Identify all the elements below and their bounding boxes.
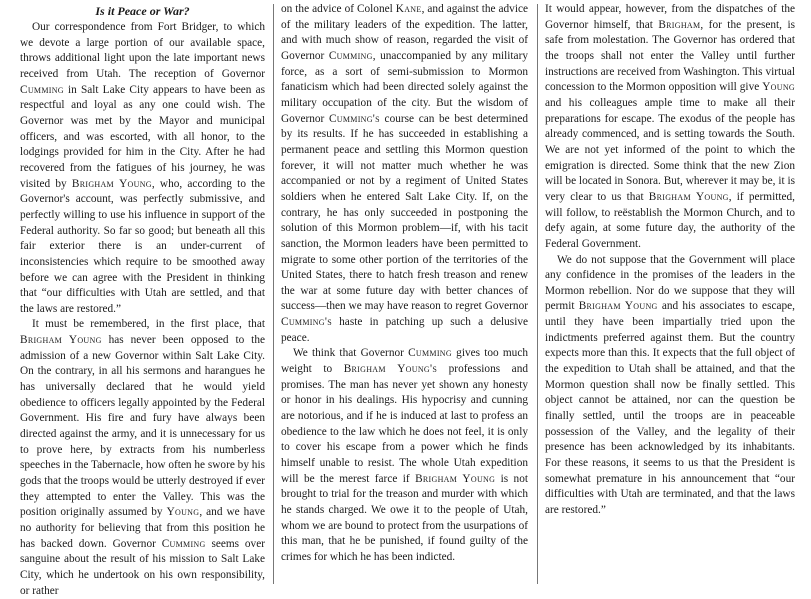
column-1-body (20, 20, 265, 599)
text-run: and his colleagues ample time to make all their preparations for escape. The exodus of the people has already commenced, and is setting towards the South. We are not yet informed of the point to which the emigration is directed. Some think that the new Zion will be located in Sonora. But, wherever it may be, it is very clear to us that (545, 96, 795, 203)
text-run: , if permitted, will follow, to reëstablish the Mormon Church, and to defy again, at some future day, the authority of the Federal Government. (545, 190, 795, 250)
text-run: It must be remembered, in the first place, that (32, 318, 265, 331)
name-smallcaps: Brigham (658, 18, 701, 31)
paragraph (281, 2, 528, 346)
paragraph (281, 346, 528, 565)
text-run: , who, according to the Governor's account, was perfectly submissive, and perfectly willing to use his influence in support of the Federal authority. So far so good; but beneath all this fair exterior there is an under-current of inconsistencies which require to be smoothed away before we can agree with the President in thinking that “our difficulties with Utah are settled, and that the laws are restored.” (20, 177, 266, 315)
text-run: Our correspondence from Fort Bridger, to which we devote a large portion of our available space, throws additional light upon the late important news received from Utah. The reception of Governor (20, 21, 265, 80)
paragraph (545, 253, 795, 519)
name-smallcaps: Brigham Young (20, 334, 102, 347)
name-smallcaps: Brigham Young's (343, 363, 438, 376)
paragraph (545, 2, 795, 253)
name-smallcaps: Kane (395, 3, 422, 15)
column-1 (20, 2, 265, 599)
name-smallcaps: Brigham Young (648, 190, 729, 203)
text-run: We think that Governor (293, 347, 409, 360)
text-run: in Salt Lake City appears to have been as respectful and loyal as any one could wish. The Governor was met by the Mayor and municipal officers, and was escorted, with all honor, to the lodgings provided for him in the City. After he had recovered from the fatigues of his journey, he was visited by (20, 83, 265, 190)
text-run: , and against the advice of the military leaders of the expedition. The latter, and with much show of reason, regarded the visit of Governor (281, 3, 528, 62)
text-run: and his associates to escape, until they have been impartially tried upon the indictments preferred against them. But the country expects more than this. It expects that the full object of the expedition to Utah shall be attained, and that the Mormon question shall now be finally settled. This object cannot be attained, nor can the question be finally settled, until the troops are in peaceable possession of the Valley, and the legality of their presence has been acknowledged by its inhabitants. For these reasons, it seems to us that the President is somewhat premature in his announcement that “our difficulties with Utah are terminated, and that the laws are restored.” (545, 300, 795, 516)
name-smallcaps: Young (166, 506, 200, 519)
name-smallcaps: Brigham Young (71, 177, 152, 190)
text-run: , and we have no authority for believing that from this position he has backed down. Governor (20, 506, 265, 550)
paragraph (20, 317, 265, 599)
text-run: on the advice of Colonel (281, 3, 396, 15)
text-run: gives too much weight to (281, 347, 528, 376)
name-smallcaps: Cumming (20, 83, 64, 96)
text-run: , unaccompanied by any military force, as a sort of semi-submission to Mormon fanaticism which had been directed solely against the military occupation of the city. But the wisdom of Governor (281, 49, 528, 125)
text-run: haste in patching up such a delusive peace. (281, 316, 528, 344)
text-run: course can be best determined by its results. If he has succeeded in establishing a permanent peace and settling this Mormon question forever, it will not matter much whether he was accompanied or not by a regiment of United States soldiers when he entered Salt Lake City. If, on the contrary, he has only succeeded in postponing the solution of this Mormon problem—if, with his tacit sanction, the Mormon leaders have been permitted to migrate to some other portion of the territories of the United States, there to hatch fresh treason and renew the war at some future day with better chances of success—then we may have reason to regret Governor (281, 112, 528, 313)
column-rule-left (273, 4, 274, 584)
text-run: is not brought to trial for the treason and murder with which he stands charged. We owe it to the people of Utah, whom we are bound to protect from the usurpations of this man, that he be punished, if found guilty of the crimes for which he has been indicted. (281, 472, 528, 563)
text-run: has never been opposed to the admission of a new Governor within Salt Lake City. On the contrary, in all his sermons and harangues he has universally declared that he would yield obedience to officers legally appointed by the Federal Government. His fire and fury have always been directed against the army, and it is unnecessary for us to prove here, by extracts from his numberless speeches in the Tabernacle, how often he swore by his gods that the troops would be utterly destroyed if ever they attempted to enter the Valley. This was the position originally assumed by (20, 334, 265, 519)
paragraph (20, 20, 265, 317)
article-title: Is it Peace or War? (95, 4, 190, 18)
name-smallcaps: Cumming (161, 537, 206, 550)
text-run: It would appear, however, from the dispatches of the Governor himself, that (545, 3, 795, 31)
name-smallcaps: Brigham Young (578, 300, 658, 313)
name-smallcaps: Brigham Young (415, 472, 496, 485)
name-smallcaps: Young (762, 81, 795, 94)
column-3-body (545, 2, 795, 519)
text-run: seems over sanguine about the result of his mission to Salt Lake City, which he undertook on his own responsibility, or rather (20, 537, 265, 597)
name-smallcaps: Cumming's (328, 112, 380, 125)
name-smallcaps: Cumming (408, 347, 452, 360)
name-smallcaps: Cumming (328, 49, 373, 62)
text-run: professions and promises. The man has never yet shown any honesty or honor in his dealings. His hypocrisy and cunning are notorious, and if he is induced at last to profess an obedience to the law which he does not feel, it is only to cover his escape from a power which he finds himself unable to resist. The whole Utah expedition will be the merest farce if (281, 363, 528, 485)
column-rule-right (537, 4, 538, 584)
column-2 (281, 2, 528, 566)
text-run: , for the present, is safe from molestation. The Governor has ordered that the troops shall not enter the Valley until further instructions are received from Washington. This virtual concession to the Mormon opposition will give (545, 18, 795, 94)
column-2-body (281, 2, 528, 566)
text-run: We do not suppose that the Government will place any confidence in the promises of the leaders in the Mormon rebellion. Nor do we suppose that they will permit (545, 253, 795, 313)
column-3 (545, 2, 795, 519)
name-smallcaps: Cumming's (281, 316, 332, 329)
